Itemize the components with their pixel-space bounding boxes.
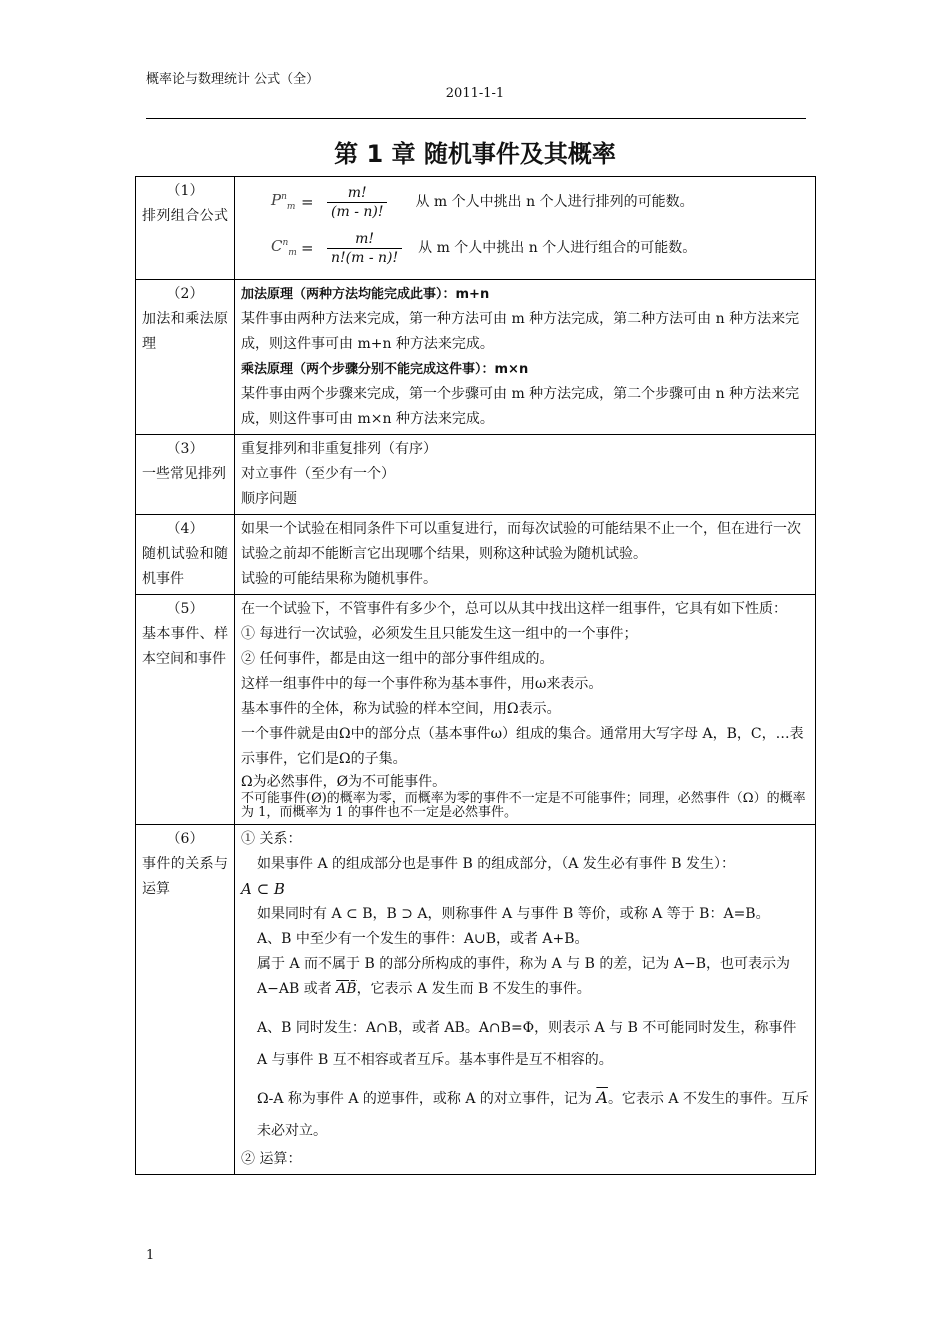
- document-header-title: 概率论与数理统计 公式（全）: [146, 72, 320, 87]
- table-row: [136, 177, 816, 280]
- addition-principle-text: 某件事由两种方法来完成，第一种方法可由 m 种方法完成，第二种方法可由 n 种方法来完成，则这件事可由 m+n 种方法来完成。: [241, 311, 800, 352]
- paragraph: A、B 同时发生：A∩B，或者 AB。A∩B=Φ，则表示 A 与 B 不可能同时发生，称事件 A 与事件 B 互不相容或者互斥。基本事件是互不相容的。: [257, 1020, 797, 1068]
- formula-table: [135, 176, 816, 1175]
- permutation-formula: [271, 179, 809, 225]
- table-row: [136, 825, 816, 1175]
- row-label-cell: [136, 595, 235, 825]
- row-content-cell: [235, 515, 816, 595]
- row-content-cell: [235, 177, 816, 280]
- paragraph: 不可能事件(Ø)的概率为零，而概率为零的事件不一定是不可能事件；同理，必然事件（Ω）的概率为 1，而概率为 1 的事件也不一定是必然事件。: [241, 791, 806, 820]
- paragraph: ① 每进行一次试验，必须发生且只能发生这一组中的一个事件；: [241, 626, 638, 642]
- paragraph: ① 关系：: [241, 831, 302, 847]
- subset-formula: A ⊂ B: [241, 880, 285, 898]
- paragraph: 试验的可能结果称为随机事件。: [241, 571, 437, 587]
- row-label-cell: [136, 435, 235, 515]
- row-label: 事件的关系与运算: [142, 856, 228, 897]
- row-content-cell: [235, 280, 816, 435]
- row-label: 随机试验和随机事件: [142, 546, 228, 587]
- formula-description: 从 m 个人中挑出 n 个人进行组合的可能数。: [418, 239, 697, 256]
- table-row: [136, 515, 816, 595]
- row-label-cell: [136, 280, 235, 435]
- multiplication-principle-text: 某件事由两个步骤来完成，第一个步骤可由 m 种方法完成，第二个步骤可由 n 种方法来完成，则这件事可由 m×n 种方法来完成。: [241, 386, 800, 427]
- chapter-title: 第 1 章 随机事件及其概率: [334, 140, 616, 168]
- paragraph: 如果事件 A 的组成部分也是事件 B 的组成部分，（A 发生必有事件 B 发生）：: [257, 856, 735, 872]
- list-item: 顺序问题: [241, 491, 297, 507]
- combination-symbol: $C^n_m$: [271, 236, 297, 258]
- combination-formula: [271, 225, 809, 271]
- equals-sign: =: [301, 192, 314, 211]
- table-row: [136, 595, 816, 825]
- list-item: 重复排列和非重复排列（有序）: [241, 441, 437, 457]
- row-label: 基本事件、样本空间和事件: [142, 626, 228, 667]
- row-label-cell: [136, 825, 235, 1175]
- fraction: $\frac{m!}{(m - n)!}$: [327, 184, 387, 221]
- row-number: （1）: [166, 183, 204, 199]
- table-row: [136, 280, 816, 435]
- paragraph: 一个事件就是由Ω中的部分点（基本事件ω）组成的集合。通常用大写字母 A，B，C，…表示事件，它们是Ω的子集。: [241, 726, 804, 767]
- formula-description: 从 m 个人中挑出 n 个人进行排列的可能数。: [415, 193, 694, 210]
- table-row: [136, 435, 816, 515]
- paragraph: 这样一组事件中的每一个事件称为基本事件，用ω来表示。: [241, 676, 603, 692]
- row-number: （3）: [166, 441, 204, 457]
- multiplication-principle-heading: 乘法原理（两个步骤分别不能完成这件事）：m×n: [241, 362, 529, 377]
- row-label-cell: [136, 515, 235, 595]
- paragraph: Ω为必然事件，Ø为不可能事件。: [241, 774, 447, 790]
- fraction: $\frac{m!}{n!(m - n)!}$: [327, 230, 402, 267]
- row-label: 一些常见排列: [142, 466, 226, 482]
- row-number: （2）: [166, 286, 204, 302]
- row-number: （5）: [166, 601, 204, 617]
- row-label: 加法和乘法原理: [142, 311, 228, 352]
- difference-notation: AB̄: [336, 981, 357, 997]
- paragraph: 如果同时有 A ⊂ B，B ⊃ A，则称事件 A 与事件 B 等价，或称 A 等于 B：A=B。: [257, 906, 770, 922]
- complement-notation: $\overline{A}$: [596, 1088, 608, 1107]
- row-content-cell: [235, 825, 816, 1175]
- paragraph: ② 任何事件，都是由这一组中的部分事件组成的。: [241, 651, 554, 667]
- paragraph: 属于 A 而不属于 B 的部分所构成的事件，称为 A 与 B 的差，记为 A−B，也可表示为 A−AB 或者 AB̄，它表示 A 发生而 B 不发生的事件。: [257, 956, 790, 997]
- row-number: （6）: [166, 831, 204, 847]
- document-header-date: 2011-1-1: [445, 86, 505, 101]
- row-content-cell: [235, 435, 816, 515]
- paragraph: 在一个试验下，不管事件有多少个，总可以从其中找出这样一组事件，它具有如下性质：: [241, 601, 787, 617]
- row-number: （4）: [166, 521, 204, 537]
- equals-sign: =: [301, 238, 314, 257]
- paragraph: 如果一个试验在相同条件下可以重复进行，而每次试验的可能结果不止一个，但在进行一次试验之前却不能断言它出现哪个结果，则称这种试验为随机试验。: [241, 521, 801, 562]
- page-number: 1: [146, 1248, 155, 1263]
- paragraph: 基本事件的全体，称为试验的样本空间，用Ω表示。: [241, 701, 561, 717]
- paragraph: A、B 中至少有一个发生的事件：A∪B，或者 A+B。: [257, 931, 589, 947]
- addition-principle-heading: 加法原理（两种方法均能完成此事）：m+n: [241, 287, 490, 302]
- row-content-cell: [235, 595, 816, 825]
- paragraph: Ω-A 称为事件 A 的逆事件，或称 A 的对立事件，记为 $\overline{A}$。它表示 A 不发生的事件。互斥未必对立。: [257, 1088, 809, 1139]
- paragraph: ② 运算：: [241, 1151, 302, 1167]
- row-label-cell: [136, 177, 235, 280]
- list-item: 对立事件（至少有一个）: [241, 466, 395, 482]
- row-label: 排列组合公式: [142, 208, 228, 224]
- header-divider: [146, 118, 806, 119]
- permutation-symbol: $P^n_m$: [271, 190, 296, 212]
